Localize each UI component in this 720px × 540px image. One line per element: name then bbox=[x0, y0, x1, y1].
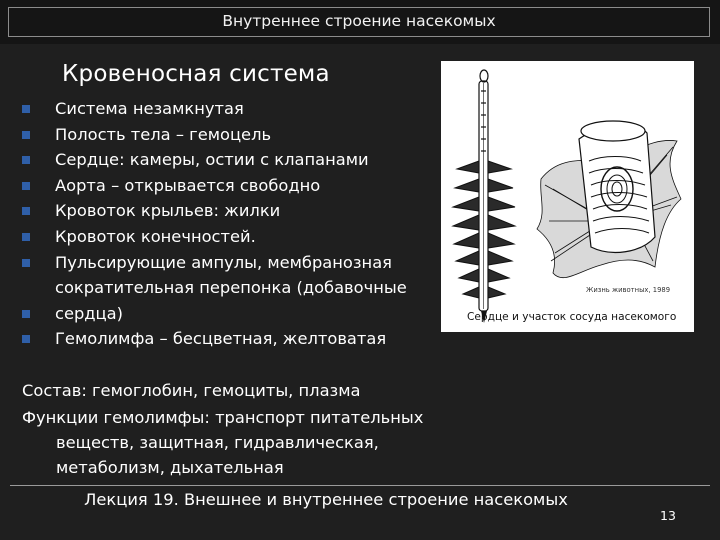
composition-text: Состав: гемоглобин, гемоциты, плазма bbox=[22, 381, 361, 400]
bullet-text: Полость тела – гемоцель bbox=[55, 124, 272, 144]
bullet-text: Пульсирующие ампулы, мембранозная bbox=[55, 252, 392, 272]
bullet-list bbox=[22, 96, 452, 352]
bullet-item bbox=[22, 147, 452, 173]
bullet-text: Аорта – открывается свободно bbox=[55, 175, 321, 195]
bullet-marker-icon bbox=[22, 131, 30, 139]
page-number: 13 bbox=[660, 508, 676, 523]
bullet-item bbox=[22, 301, 452, 327]
bullet-item bbox=[22, 250, 452, 276]
bullet-text: Сердце: камеры, остии с клапанами bbox=[55, 150, 369, 170]
bullet-marker-icon bbox=[22, 335, 30, 343]
figure-caption: Сердце и участок сосуда насекомого bbox=[467, 311, 677, 323]
bullet-marker-icon bbox=[22, 310, 30, 318]
bullet-item bbox=[22, 96, 452, 122]
header-frame bbox=[8, 7, 710, 37]
footer-lecture-title: Лекция 19. Внешнее и внутреннее строение насекомых bbox=[84, 490, 568, 509]
bullet-marker-icon bbox=[22, 182, 30, 190]
figure-credit: Жизнь животных, 1989 bbox=[586, 286, 671, 294]
bullet-item bbox=[22, 122, 452, 148]
bullet-item bbox=[22, 224, 452, 250]
footer-divider bbox=[10, 485, 710, 486]
functions-text-line-2: веществ, защитная, гидравлическая, bbox=[56, 433, 379, 452]
header-bar bbox=[0, 0, 720, 44]
section-title: Кровеносная система bbox=[62, 61, 330, 87]
bullet-item bbox=[22, 173, 452, 199]
bullet-marker-icon bbox=[22, 207, 30, 215]
bullet-item bbox=[22, 326, 452, 352]
bullet-marker-icon bbox=[22, 105, 30, 113]
bullet-item bbox=[22, 198, 452, 224]
header-title: Внутреннее строение насекомых bbox=[222, 12, 496, 30]
bullet-marker-icon bbox=[22, 233, 30, 241]
bullet-text: Гемолимфа – бесцветная, желтоватая bbox=[55, 329, 387, 349]
functions-text-line-1: Функции гемолимфы: транспорт питательных bbox=[22, 408, 424, 427]
bullet-text: сократительная перепонка (добавочные bbox=[55, 278, 407, 298]
bullet-text: Кровоток конечностей. bbox=[55, 226, 256, 246]
bullet-text: сердца) bbox=[55, 303, 123, 323]
bullet-text: Система незамкнутая bbox=[55, 99, 244, 118]
bullet-marker-icon bbox=[22, 156, 30, 164]
bullet-continuation bbox=[22, 275, 452, 301]
bullet-text: Кровоток крыльев: жилки bbox=[55, 201, 281, 221]
functions-text-line-3: метаболизм, дыхательная bbox=[56, 458, 284, 477]
bullet-marker-icon bbox=[22, 259, 30, 267]
